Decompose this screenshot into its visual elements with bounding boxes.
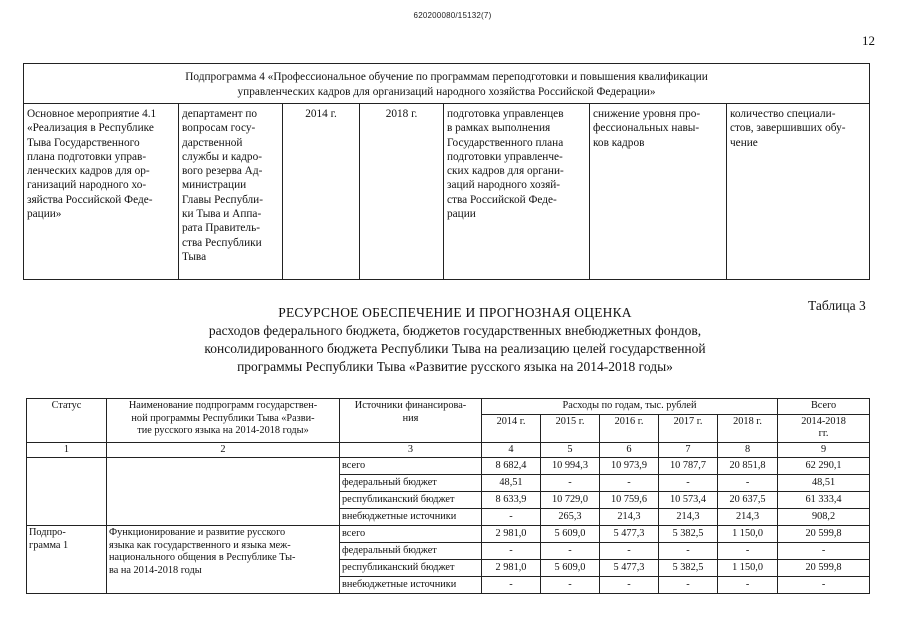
- heading-title: РЕСУРСНОЕ ОБЕСПЕЧЕНИЕ И ПРОГНОЗНАЯ ОЦЕНКА: [278, 305, 632, 320]
- total-value-cell: 62 290,1: [778, 458, 870, 475]
- funding-source-cell: внебюджетные источники: [340, 577, 482, 594]
- text-line: департамент по: [182, 108, 258, 120]
- year-value-cell: 10 787,7: [659, 458, 718, 475]
- column-number: 7: [659, 442, 718, 458]
- year-value-cell: 20 637,5: [718, 492, 778, 509]
- text-line: снижение уровня про-: [593, 108, 701, 120]
- status-header: Статус: [27, 399, 107, 443]
- text-line: Основное мероприятие 4.1: [27, 108, 157, 120]
- text-line: Государственного плана: [447, 136, 564, 149]
- year-header: 2014 г.: [482, 414, 541, 442]
- column-number: 4: [482, 442, 541, 458]
- subprogram-name-cell: [107, 526, 340, 594]
- text-line: ков кадров: [593, 136, 645, 149]
- text-line: в рамках выполнения: [447, 122, 551, 135]
- text-line: вопросам госу-: [182, 122, 256, 135]
- program-total-group: [27, 458, 870, 526]
- total-value-cell: 48,51: [778, 475, 870, 492]
- year-value-cell: 214,3: [600, 509, 659, 526]
- status-cell: [27, 526, 107, 594]
- text-line: Функционирование и развитие русского: [109, 527, 286, 538]
- start-year-cell: 2014 г.: [283, 104, 360, 280]
- indicator-cell: [727, 104, 870, 280]
- year-value-cell: 5 477,3: [600, 560, 659, 577]
- page-number: 12: [862, 33, 875, 48]
- year-value-cell: -: [718, 475, 778, 492]
- text-line: Наименование подпрограмм государствен-: [128, 400, 318, 411]
- year-value-cell: 214,3: [718, 509, 778, 526]
- text-line: ной программы Республики Тыва «Разви-: [131, 412, 315, 424]
- column-number: 3: [340, 442, 482, 458]
- total-value-cell: 20 599,8: [778, 526, 870, 543]
- year-value-cell: 10 573,4: [659, 492, 718, 509]
- year-value-cell: 10 729,0: [541, 492, 600, 509]
- year-value-cell: 5 609,0: [541, 560, 600, 577]
- year-value-cell: 10 973,9: [600, 458, 659, 475]
- year-header: 2015 г.: [541, 414, 600, 442]
- year-value-cell: -: [659, 475, 718, 492]
- text-line: Тыва Государственного: [27, 136, 140, 149]
- year-value-cell: 2 981,0: [482, 526, 541, 543]
- year-value-cell: 5 609,0: [541, 526, 600, 543]
- year-value-cell: 2 981,0: [482, 560, 541, 577]
- column-number: 8: [718, 442, 778, 458]
- expected-result-cell: [444, 104, 590, 280]
- table-caption: Таблица 3: [808, 298, 866, 313]
- year-value-cell: -: [482, 509, 541, 526]
- funding-source-cell: республиканский бюджет: [340, 560, 482, 577]
- column-number: 2: [107, 442, 340, 458]
- status-cell: [27, 458, 107, 526]
- section-heading: [130, 304, 780, 376]
- text-line: подготовка управленцев: [447, 108, 564, 120]
- text-line: вого резерва Ад-: [182, 165, 263, 178]
- text-line: зяйства Российской Феде-: [27, 193, 153, 206]
- year-value-cell: 8 682,4: [482, 458, 541, 475]
- column-number: 5: [541, 442, 600, 458]
- text-line: рации: [447, 208, 476, 221]
- year-value-cell: 1 150,0: [718, 560, 778, 577]
- funding-source-cell: всего: [340, 526, 482, 543]
- text-line: рата Правитель-: [182, 222, 260, 235]
- column-number: 9: [778, 442, 870, 458]
- text-line: языка как государственного и языка меж-: [109, 539, 291, 551]
- text-line: подготовки управленче-: [447, 150, 563, 163]
- total-period-header: [778, 414, 870, 442]
- activities-table: [23, 63, 870, 280]
- text-line: Тыва: [182, 250, 207, 263]
- year-value-cell: -: [600, 577, 659, 594]
- funding-source-cell: федеральный бюджет: [340, 475, 482, 492]
- total-header: Всего: [778, 399, 870, 415]
- text-line: ки Тыва и Аппа-: [182, 208, 262, 221]
- document-id: 620200080/15132(7): [413, 11, 492, 20]
- heading-line: расходов федерального бюджета, бюджетов государственных внебюджетных фондов,: [208, 323, 702, 338]
- column-number-row: [27, 442, 870, 458]
- total-value-cell: -: [778, 543, 870, 560]
- total-value-cell: 61 333,4: [778, 492, 870, 509]
- text-line: 2014-2018: [801, 415, 846, 427]
- table-row: [24, 104, 870, 280]
- text-line: ния: [402, 412, 419, 424]
- header-row: [27, 399, 870, 415]
- end-year-cell: 2018 г.: [360, 104, 444, 280]
- activity-cell: [24, 104, 179, 280]
- year-value-cell: 5 477,3: [600, 526, 659, 543]
- year-value-cell: -: [482, 577, 541, 594]
- subprogram-title-line: управленческих кадров для организаций народного хозяйства Российской Федерации»: [237, 85, 656, 98]
- text-line: дарственной: [182, 136, 243, 149]
- text-line: Главы Республи-: [182, 193, 263, 206]
- text-line: заций народного хозяй-: [447, 179, 561, 192]
- funding-source-cell: всего: [340, 458, 482, 475]
- year-value-cell: -: [600, 543, 659, 560]
- risk-cell: [590, 104, 727, 280]
- text-line: гг.: [818, 428, 829, 439]
- text-line: количество специали-: [730, 108, 836, 120]
- column-number: 6: [600, 442, 659, 458]
- text-line: ганизаций народного хо-: [27, 179, 147, 192]
- year-header: 2018 г.: [718, 414, 778, 442]
- year-value-cell: 8 633,9: [482, 492, 541, 509]
- year-value-cell: -: [659, 577, 718, 594]
- table-row: [27, 526, 870, 543]
- text-line: рации»: [27, 208, 62, 221]
- text-line: Подпро-: [29, 527, 66, 538]
- text-line: ских кадров для органи-: [447, 165, 564, 178]
- expenses-header: Расходы по годам, тыс. рублей: [482, 399, 778, 415]
- year-value-cell: -: [541, 577, 600, 594]
- text-line: ва на 2014-2018 годы: [109, 564, 202, 576]
- executor-cell: [179, 104, 283, 280]
- year-value-cell: 214,3: [659, 509, 718, 526]
- text-line: «Реализация в Республике: [27, 122, 154, 135]
- resource-table: [26, 398, 870, 594]
- subprogram-name-cell: [107, 458, 340, 526]
- year-value-cell: 20 851,8: [718, 458, 778, 475]
- year-value-cell: 48,51: [482, 475, 541, 492]
- name-header: [107, 399, 340, 443]
- total-value-cell: -: [778, 577, 870, 594]
- total-value-cell: 20 599,8: [778, 560, 870, 577]
- heading-line: программы Республики Тыва «Развитие русского языка на 2014-2018 годы»: [237, 359, 673, 374]
- year-value-cell: 10 759,6: [600, 492, 659, 509]
- year-value-cell: -: [659, 543, 718, 560]
- text-line: службы и кадро-: [182, 150, 262, 163]
- heading-line: консолидированного бюджета Республики Тыва на реализацию целей государственной: [204, 341, 706, 356]
- year-value-cell: -: [541, 543, 600, 560]
- year-header: 2016 г.: [600, 414, 659, 442]
- text-line: стов, завершивших обу-: [730, 122, 846, 135]
- subprogram-1-group: [27, 526, 870, 594]
- text-line: тие русского языка на 2014-2018 годы»: [137, 425, 309, 436]
- year-value-cell: -: [600, 475, 659, 492]
- subprogram-4-title: [24, 64, 870, 104]
- text-line: ства Российской Феде-: [447, 193, 557, 206]
- year-value-cell: 5 382,5: [659, 560, 718, 577]
- year-value-cell: -: [482, 543, 541, 560]
- text-line: национального общения в Республике Ты-: [109, 552, 296, 563]
- text-line: ства Республики: [182, 236, 262, 249]
- column-number: 1: [27, 442, 107, 458]
- text-line: чение: [730, 136, 758, 149]
- funding-source-cell: федеральный бюджет: [340, 543, 482, 560]
- text-line: министрации: [182, 179, 247, 192]
- text-line: ленческих кадров для ор-: [27, 165, 150, 178]
- text-line: фессиональных навы-: [593, 122, 700, 135]
- table-row: [27, 458, 870, 475]
- text-line: грамма 1: [29, 539, 69, 551]
- total-value-cell: 908,2: [778, 509, 870, 526]
- year-value-cell: 265,3: [541, 509, 600, 526]
- year-value-cell: 10 994,3: [541, 458, 600, 475]
- subprogram-title-line: Подпрограмма 4 «Профессиональное обучение по программам переподготовки и повышения квалификации: [185, 71, 708, 84]
- year-value-cell: -: [718, 543, 778, 560]
- year-value-cell: -: [718, 577, 778, 594]
- text-line: Источники финансирова-: [354, 400, 467, 411]
- sources-header: [340, 399, 482, 443]
- year-header: 2017 г.: [659, 414, 718, 442]
- year-value-cell: 1 150,0: [718, 526, 778, 543]
- funding-source-cell: республиканский бюджет: [340, 492, 482, 509]
- year-value-cell: 5 382,5: [659, 526, 718, 543]
- text-line: плана подготовки управ-: [27, 150, 147, 163]
- funding-source-cell: внебюджетные источники: [340, 509, 482, 526]
- year-value-cell: -: [541, 475, 600, 492]
